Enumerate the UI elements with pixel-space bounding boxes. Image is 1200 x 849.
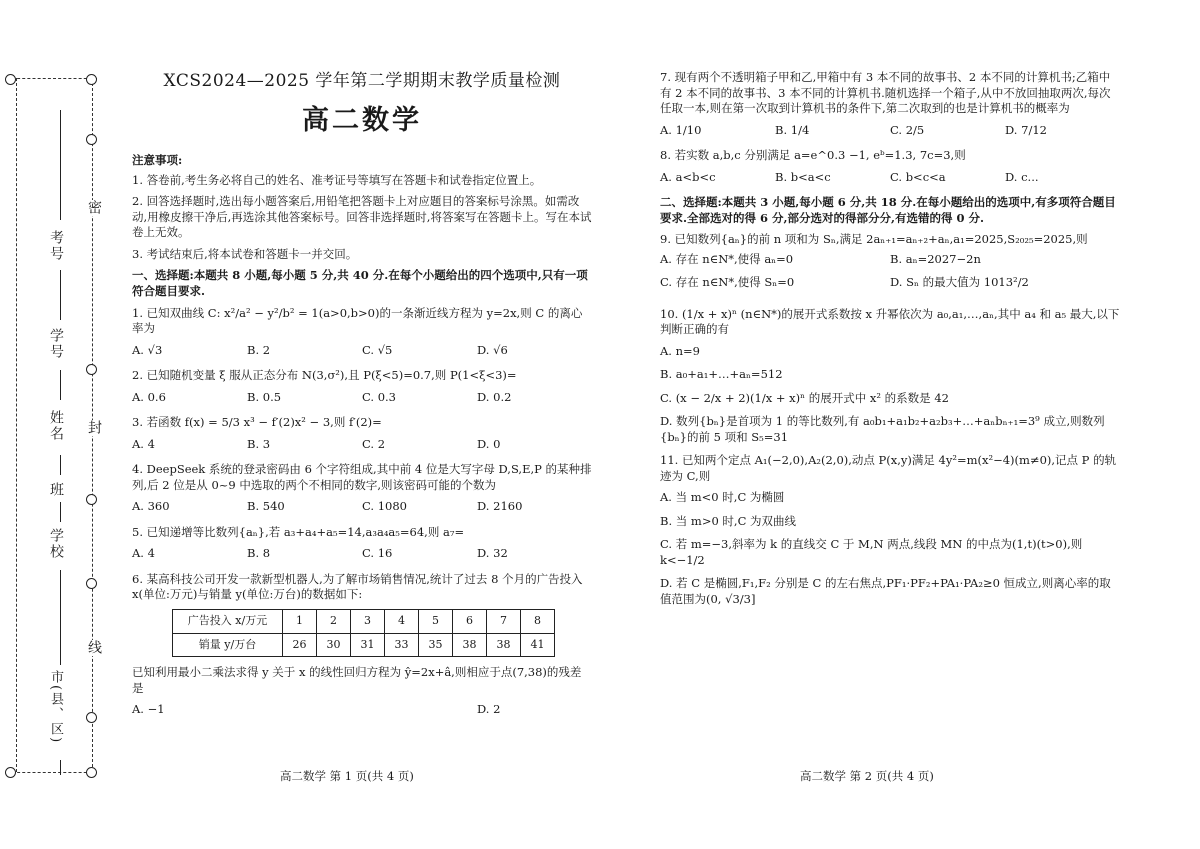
binding-mark-feng: 封 (86, 420, 102, 436)
section-heading-2: 二、选择题:本题共 3 小题,每小题 6 分,共 18 分.在每小题给出的选项中,有多项符合题目要求.全部选对的得 6 分,部分选对的得部分分,有选错的得 0 分. (660, 195, 1116, 225)
page-right (660, 70, 1120, 615)
option: A. 1/10 (660, 122, 702, 137)
question-6-options (132, 702, 592, 718)
binding-margin (0, 70, 110, 780)
table-cell: 6 (453, 609, 487, 633)
option: B. 540 (247, 499, 285, 514)
question-4-options (132, 499, 592, 515)
option: C. 16 (362, 546, 393, 561)
binding-label-ban: 班 (48, 482, 64, 498)
table-cell: 8 (521, 609, 555, 633)
question-2: 2. 已知随机变量 ξ 服从正态分布 N(3,σ²),且 P(ξ<5)=0.7,则 P(1<ξ<3)= (132, 368, 517, 383)
option: B. aₙ=2027−2n (890, 251, 981, 266)
table-cell: 35 (419, 633, 453, 657)
option: C. 存在 n∈N*,使得 Sₙ=0 (660, 275, 795, 290)
binding-label-city: 市(县、区) (48, 670, 63, 745)
question-5-options (132, 546, 592, 562)
question-4: 4. DeepSeek 系统的登录密码由 6 个字符组成,其中前 4 位是大写字母 D,S,E,P 的某种排列,后 2 位是从 0~9 中选取的两个不相同的数字,则该密码可能的个数为 (132, 462, 592, 492)
binding-label-xuehao: 学号 (48, 328, 64, 360)
option: C. 2/5 (890, 122, 925, 137)
notice-item: 2. 回答选择题时,选出每小题答案后,用铅笔把答题卡上对应题目的答案标号涂黑。如需改动,用橡皮擦干净后,再选涂其他答案标号。回答非选择题时,将答案写在答题卡上。写在本试卷上无效。 (132, 194, 592, 240)
option: D. 0.2 (477, 389, 512, 404)
question-6-followup: 已知利用最小二乘法求得 y 关于 x 的线性回归方程为 ŷ=2x+â,则相应于点(7,38)的残差是 (132, 665, 582, 695)
option: A. −1 (132, 702, 165, 717)
option: D. c... (1005, 169, 1039, 184)
option: A. n=9 (660, 343, 700, 358)
question-6: 6. 某高科技公司开发一款新型机器人,为了解市场销售情况,统计了过去 8 个月的广告投入 x(单位:万元)与销量 y(单位:万台)的数据如下: (132, 571, 583, 602)
option: A. 4 (132, 436, 155, 451)
option: D. Sₙ 的最大值为 1013²/2 (890, 275, 1029, 290)
question-8-options (660, 170, 1120, 186)
table-cell: 30 (317, 633, 351, 657)
question-9-options (660, 252, 1120, 299)
option: D. 若 C 是椭圆,F₁,F₂ 分别是 C 的左右焦点,PF₁·PF₂+PA₁·PA₂≥0 恒成立,则离心率的取值范围为(0, √3/3] (660, 576, 1111, 606)
page-footer-right: 高二数学 第 2 页(共 4 页) (800, 769, 934, 783)
option: B. 2 (247, 342, 271, 357)
option: A. 0.6 (132, 389, 166, 404)
binding-hole (86, 134, 97, 145)
table-cell: 2 (317, 609, 351, 633)
table-cell: 31 (351, 633, 385, 657)
option: D. 2160 (477, 499, 523, 514)
binding-hole (86, 494, 97, 505)
option: A. 4 (132, 546, 155, 561)
option: A. 360 (132, 499, 170, 514)
binding-label-school: 学校 (48, 528, 64, 560)
option: B. 3 (247, 436, 271, 451)
option: B. 当 m>0 时,C 为双曲线 (660, 513, 797, 528)
binding-hole (86, 578, 97, 589)
table-cell: 33 (385, 633, 419, 657)
binding-mark-mi: 密 (86, 200, 102, 216)
question-1-options (132, 343, 592, 359)
table-row-label: 广告投入 x/万元 (173, 609, 283, 633)
question-9: 9. 已知数列{aₙ}的前 n 项和为 Sₙ,满足 2aₙ₊₁=aₙ₊₂+aₙ,a₁=2025,S₂₀₂₅=2025,则 (660, 232, 1088, 247)
binding-hole (86, 767, 97, 778)
binding-hole (5, 767, 16, 778)
exam-title: XCS2024—2025 学年第二学期期末教学质量检测 (163, 71, 561, 91)
page-left (132, 70, 592, 728)
option: A. 存在 n∈N*,使得 aₙ=0 (660, 251, 794, 266)
table-cell: 38 (487, 633, 521, 657)
binding-hole (86, 74, 97, 85)
question-3: 3. 若函数 f(x) = 5/3 x³ − f′(2)x² − 3,则 f′(2)= (132, 415, 382, 430)
option: D. 2 (477, 702, 501, 717)
notice-title: 注意事项: (132, 153, 183, 168)
option: C. 2 (362, 436, 386, 451)
question-10: 10. (1/x + x)ⁿ (n∈N*)的展开式系数按 x 升幂依次为 a₀,a₁,…,aₙ,其中 a₄ 和 a₅ 最大,以下判断正确的有 (660, 306, 1120, 337)
binding-label-kaohao: 考号 (48, 230, 64, 262)
table-cell: 3 (351, 609, 385, 633)
option (362, 702, 477, 718)
table-row (173, 633, 555, 657)
option: C. b<c<a (890, 169, 946, 184)
question-7: 7. 现有两个不透明箱子甲和乙,甲箱中有 3 本不同的故事书、2 本不同的计算机书;乙箱中有 2 本不同的故事书、3 本不同的计算机书.随机选择一个箱子,从中不放回抽取两次,每次任取一本,则在第一次取到计算机书的条件下,第二次取到的也是计算机书的概率为 (660, 70, 1111, 116)
option: B. 1/4 (775, 122, 810, 137)
question-2-options (132, 390, 592, 406)
option: D. 数列{bₙ}是首项为 1 的等比数列,有 a₀b₁+a₁b₂+a₂b₃+…+aₙbₙ₊₁=3⁹ 成立,则数列{bₙ}的前 5 项和 S₅=31 (660, 414, 1105, 444)
notice-item: 1. 答卷前,考生务必将自己的姓名、准考证号等填写在答题卡和试卷指定位置上。 (132, 172, 542, 187)
question-3-options (132, 437, 592, 453)
binding-hole (86, 712, 97, 723)
option: C. 0.3 (362, 389, 396, 404)
question-1: 1. 已知双曲线 C: x²/a² − y²/b² = 1(a>0,b>0)的一条渐近线方程为 y=2x,则 C 的离心率为 (132, 305, 583, 336)
section-heading-1: 一、选择题:本题共 8 小题,每小题 5 分,共 40 分.在每个小题给出的四个选项中,只有一项符合题目要求. (132, 268, 588, 298)
option: D. √6 (477, 342, 508, 357)
table-row-label: 销量 y/万台 (173, 633, 283, 657)
table-cell: 41 (521, 633, 555, 657)
option: D. 7/12 (1005, 122, 1047, 137)
option: B. a₀+a₁+…+aₙ=512 (660, 367, 783, 382)
option: C. 若 m=−3,斜率为 k 的直线交 C 于 M,N 两点,线段 MN 的中点为(1,t)(t>0),则 k<−1/2 (660, 537, 1083, 567)
table-cell: 5 (419, 609, 453, 633)
table-row (173, 609, 555, 633)
option: D. 0 (477, 436, 501, 451)
binding-mark-xian: 线 (86, 640, 102, 656)
option: A. 当 m<0 时,C 为椭圆 (660, 490, 785, 505)
question-8: 8. 若实数 a,b,c 分别满足 a=e^0.3 −1, eᵇ=1.3, 7c=3,则 (660, 148, 966, 163)
binding-hole (86, 364, 97, 375)
notice-item: 3. 考试结束后,将本试卷和答题卡一并交回。 (132, 246, 358, 261)
question-11: 11. 已知两个定点 A₁(−2,0),A₂(2,0),动点 P(x,y)满足 4y²=m(x²−4)(m≠0),记点 P 的轨迹为 C,则 (660, 453, 1117, 483)
option: C. 1080 (362, 499, 407, 514)
question-7-options (660, 123, 1120, 139)
regression-data-table (172, 609, 555, 658)
exam-subject: 高二数学 (302, 104, 422, 136)
option: B. 8 (247, 546, 271, 561)
table-cell: 4 (385, 609, 419, 633)
table-cell: 7 (487, 609, 521, 633)
option: A. √3 (132, 342, 163, 357)
binding-hole (5, 74, 16, 85)
binding-label-xingming: 姓名 (48, 410, 64, 442)
option: C. (x − 2/x + 2)(1/x + x)ⁿ 的展开式中 x² 的系数是 42 (660, 390, 949, 405)
option: C. √5 (362, 342, 393, 357)
option: B. 0.5 (247, 389, 282, 404)
table-cell: 1 (283, 609, 317, 633)
option (247, 702, 362, 718)
page-footer-left: 高二数学 第 1 页(共 4 页) (280, 769, 414, 783)
option: D. 32 (477, 546, 508, 561)
question-5: 5. 已知递增等比数列{aₙ},若 a₃+a₄+a₅=14,a₃a₄a₅=64,则 a₇= (132, 524, 465, 539)
option: A. a<b<c (660, 169, 716, 184)
table-cell: 38 (453, 633, 487, 657)
option: B. b<a<c (775, 169, 831, 184)
table-cell: 26 (283, 633, 317, 657)
